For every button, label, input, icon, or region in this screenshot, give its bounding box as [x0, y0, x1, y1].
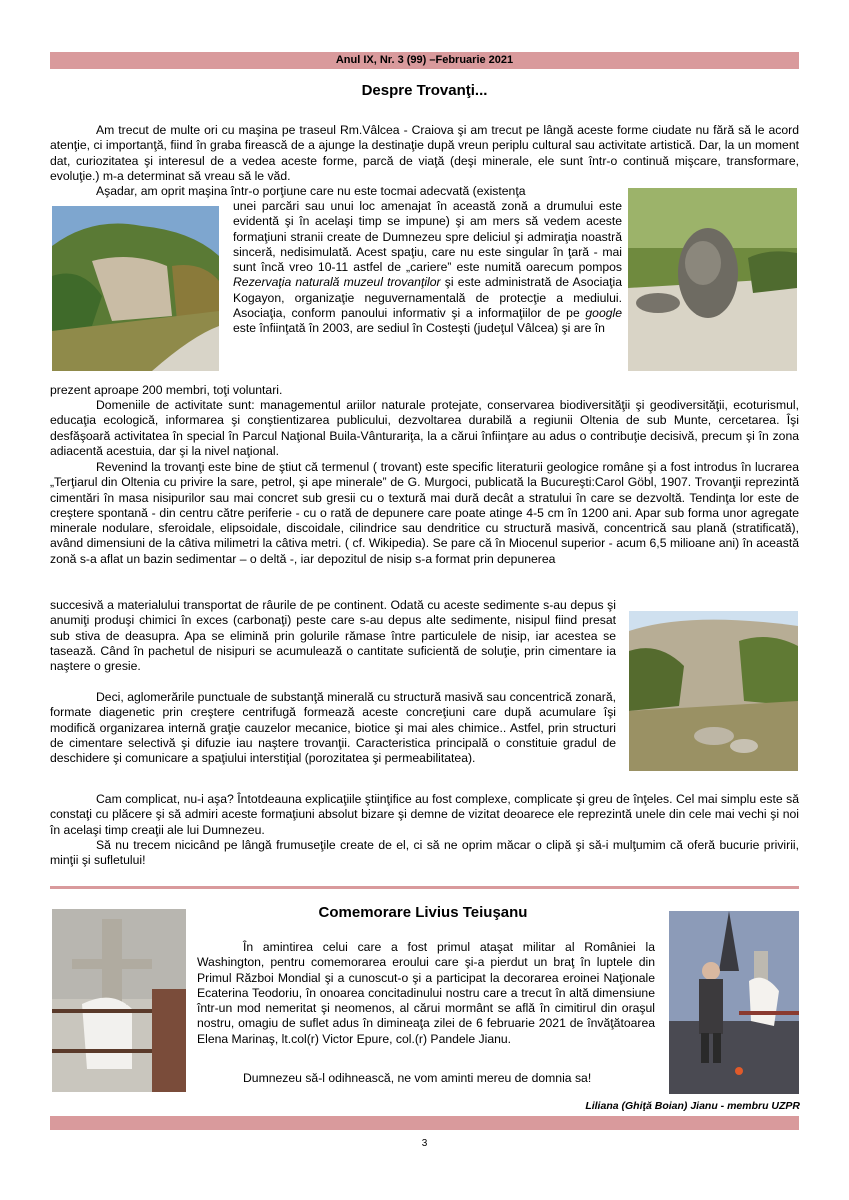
author-signature: Liliana (Ghiţă Boian) Jianu - membru UZPR: [585, 1100, 800, 1112]
article-paragraph: Aşadar, am oprit maşina într-o porţiune care nu este tocmai adecvată (existenţa: [96, 184, 526, 198]
footer-band: [50, 1116, 799, 1130]
header-band: [50, 52, 799, 69]
article-paragraph: În amintirea celui care a fost primul ataşat militar al României la Washington, pentru comemorarea eroului care şi-a pierdut un braţ în luptele din Primul Război Mondial şi a cunoscut-o şi a participat la decorarea eroinei Naţionale Ecaterina Teodoriu, în onoarea concitadinului nostru care a trecut în altă dimensiune într-un mod nemeritat şi neomenos, al cărui mormânt se află în cimitirul din oraşul nostru, omagiu de suflet adus în dimineaţa zilei de 6 februarie 2021 de învăţătoarea Elena Marinaş, lt.col(r) Victor Epure, col.(r) Pandele Jianu.: [197, 940, 655, 1046]
page-number: 3: [421, 1138, 428, 1149]
article-paragraph: Să nu trecem nicicând pe lângă frumuseţile create de el, ci să ne oprim măcar o clipă şi să-i mulţumim că oferă bucurie privirii, minţii şi sufletului!: [50, 838, 799, 868]
photo-quarry-hillside: [52, 206, 219, 371]
issue-label: Anul IX, Nr. 3 (99) –Februarie 2021: [335, 54, 514, 66]
article-paragraph: prezent aproape 200 membri, toţi voluntari.: [50, 383, 283, 397]
article-paragraph: Cam complicat, nu-i aşa? Întotdeauna explicaţiile ştiinţifice au fost complexe, complicate şi greu de înţeles. Cel mai simplu este să constaţi cu plăcere şi să admiri aceste formaţiuni absolut bizare şi demne de vizitat deoarece ele reprezintă unele din cele mai vechi şi noi în acelaşi timp creaţii ale lui Dumnezeu.: [50, 792, 799, 837]
article-paragraph-wrapped: succesivă a materialului transportat de râurile de pe continent. Odată cu aceste sedimente s-au depus şi anumiţi produşi chimici în exces (carbonaţi) peste care s-au depus alte sedimente, nisipul fiind presat sub stiva de deasupra. Apa se elimină prin golurile rămase între particulele de nisip, iar acestea se tasează. Când în pachetul de nisipuri se acumulează o cantitate suficientă de soluţie, prin cimentare ia naştere o gresie.: [50, 598, 616, 674]
article-paragraph: Revenind la trovanţi este bine de ştiut că termenul ( trovant) este specific literaturii geologice române şi a fost introdus în lucrarea „Terţiarul din Oltenia cu privire la sare, petrol, şi ape minerale” de G. Murgoci, publicată la Bucureşti:Carol Göbl, 1907. Trovanţii reprezintă cimentări în masa nisipurilor sau mai concret sub gresii cu o textură mai dură decât a stratului în care se dezvoltă. Tendinţa lor este de creştere spontană - din centru către periferie - cu o rată de depunere care poate atinge 4-5 cm în 1200 ani. Apar sub forma unor agregate minerale nodulare, sferoidale, elipsoidale, discoidale, cilindrice sau dendritice cu structură masivă, concentrică sau plană (stratificată), având dimensiuni de la câtiva milimetri la câtiva metri. ( cf. Wikipedia). Se pare că în Miocenul superior - acum 6,5 milioane ani) în această zonă s-a aflat un bazin sedimentar – o deltă -, iar depozitul de nisip s-a format prin depunerea: [50, 460, 799, 566]
photo-trovants-clearing: [629, 611, 798, 771]
article-paragraph: Am trecut de multe ori cu maşina pe traseul Rm.Vâlcea - Craiova şi am trecut pe lângă aceste forme ciudate nu fără să le acord atenţie, ci importanţă, fiind în graba firească de a ajunge la destinaţie după vreun periplu cultural sau activitate artistică. Dar, la un moment dat, curiozitatea şi interesul de a vedea aceste forme, parcă de viaţă (deşi minerale, ele sunt într-o continuă mişcare, transformare, evoluţie.) m-a determinat să vreau să le văd.: [50, 123, 799, 183]
photo-trovant-boulder: [628, 188, 797, 371]
photo-commemoration: [669, 911, 799, 1094]
article-paragraph-wrapped: unei parcări sau unui loc amenajat în această zonă a drumului este evidentă şi în acelaşi timp se impune) şi am mers să vedem aceste formaţiuni stranii create de Dumnezeu spre deliciul şi admiraţia noastră sinceră, nedisimulată. Acest spaţiu, care nu este singular în ţară - mai sunt încă vreo 10-11 astfel de „cariere” este numită oarecum pompos Rezervaţia naturală muzeul trovanţilor şi este administrată de Asociaţia Kogayon, organizaţie neguvernamentală de protecţie a mediului. Asociaţia, conform panoului informativ şi a informaţiilor de pe google este înfiinţată în 2003, are sediul în Costeşti (judeţul Vâlcea) şi are în: [233, 199, 622, 336]
article-paragraph: Domeniile de activitate sunt: managementul ariilor naturale protejate, conservarea biodiversităţii şi geodiversităţii, ecoturismul, educaţia ecologică, informarea şi conştientizarea publicului, dezvoltarea durabilă a regiunii Oltenia de sub Munte, cercetarea. Îşi desfăşoară activitatea în special în Parcul Naţional Buila-Vânturariţa, la a cărui înfiinţare au adus o contribuţie decisivă, precum şi în zona adiacentă acestuia, dar şi la nivel naţional.: [50, 398, 799, 458]
photo-grave-cross: [52, 909, 186, 1092]
article-paragraph-wrapped: Deci, aglomerările punctuale de substanţă minerală cu structură masivă sau concentrică zonară, formate diagenetic prin creştere centrifugă formează aceste concreţiuni care după acumulare îşi modifică organizarea internă graţie cauzelor mecanice, biotice şi mai ales chimice.. Astfel, prin structuri de cimentare selectivă şi difuzie iau naştere trovanţii. Caracteristica principală o constituie gradul de deschidere şi comunicare a spaţiului interstiţial (porozitatea şi permeabilitatea).: [50, 690, 616, 766]
article-title: Comemorare Livius Teiuşanu: [318, 904, 528, 921]
article-title: Despre Trovanţi...: [361, 82, 488, 99]
section-divider: [50, 886, 799, 889]
article-paragraph: Dumnezeu să-l odihnească, ne vom aminti mereu de domnia sa!: [243, 1071, 592, 1085]
